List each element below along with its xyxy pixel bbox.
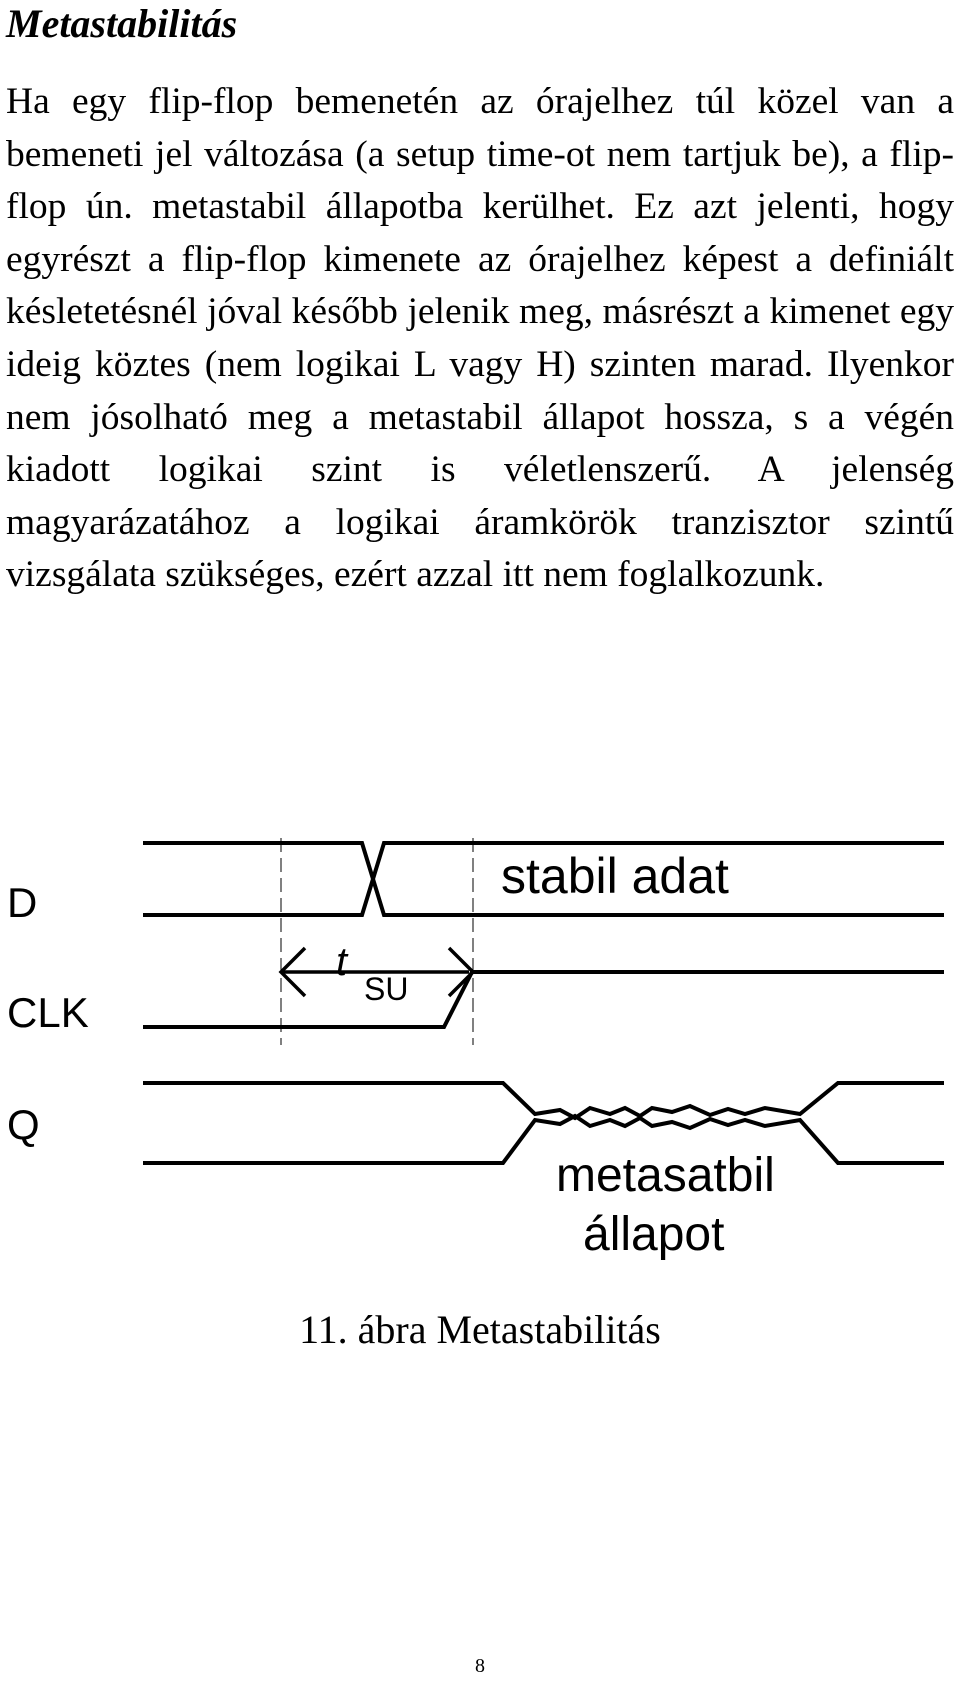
signal-label-d: D xyxy=(7,879,38,926)
metastable-label-line1: metasatbil xyxy=(556,1149,775,1202)
body-paragraph: Ha egy flip-flop bemenetén az órajelhez túl közel van a bemeneti jel változása (a setup time-ot nem tartjuk be), a flip-flop ún. metastabil állapotba kerülhet. Ez azt jelenti, hogy egyrészt a flip-flop kimenete az órajelhez képest a definiált késletetésnél jóval később jelenik meg, másrészt a kimenet egy ideig köztes (nem logikai L vagy H) szinten marad. Ilyenkor nem jósolható meg a metastabil állapot hossza, s a végén kiadott logikai szint is véletlenszerű. A jelenség magyarázatához a logikai áramkörök tranzisztor szintű vizsgálata szükséges, ezért azzal itt nem foglalkozunk. xyxy=(6,81,954,596)
signal-label-q: Q xyxy=(7,1101,40,1148)
setup-time-t: t xyxy=(336,940,348,984)
q-waveform xyxy=(143,1083,944,1163)
page-number: 8 xyxy=(475,1655,485,1677)
metastable-label-line2: állapot xyxy=(583,1208,725,1261)
figure-caption: 11. ábra Metastabilitás xyxy=(299,1307,661,1352)
section-title: Metastabilitás xyxy=(6,1,238,46)
timing-diagram xyxy=(0,815,960,1275)
clk-waveform xyxy=(143,972,944,1027)
setup-time-sub: SU xyxy=(364,971,409,1007)
signal-label-clk: CLK xyxy=(7,989,89,1036)
stable-data-label: stabil adat xyxy=(501,848,729,904)
